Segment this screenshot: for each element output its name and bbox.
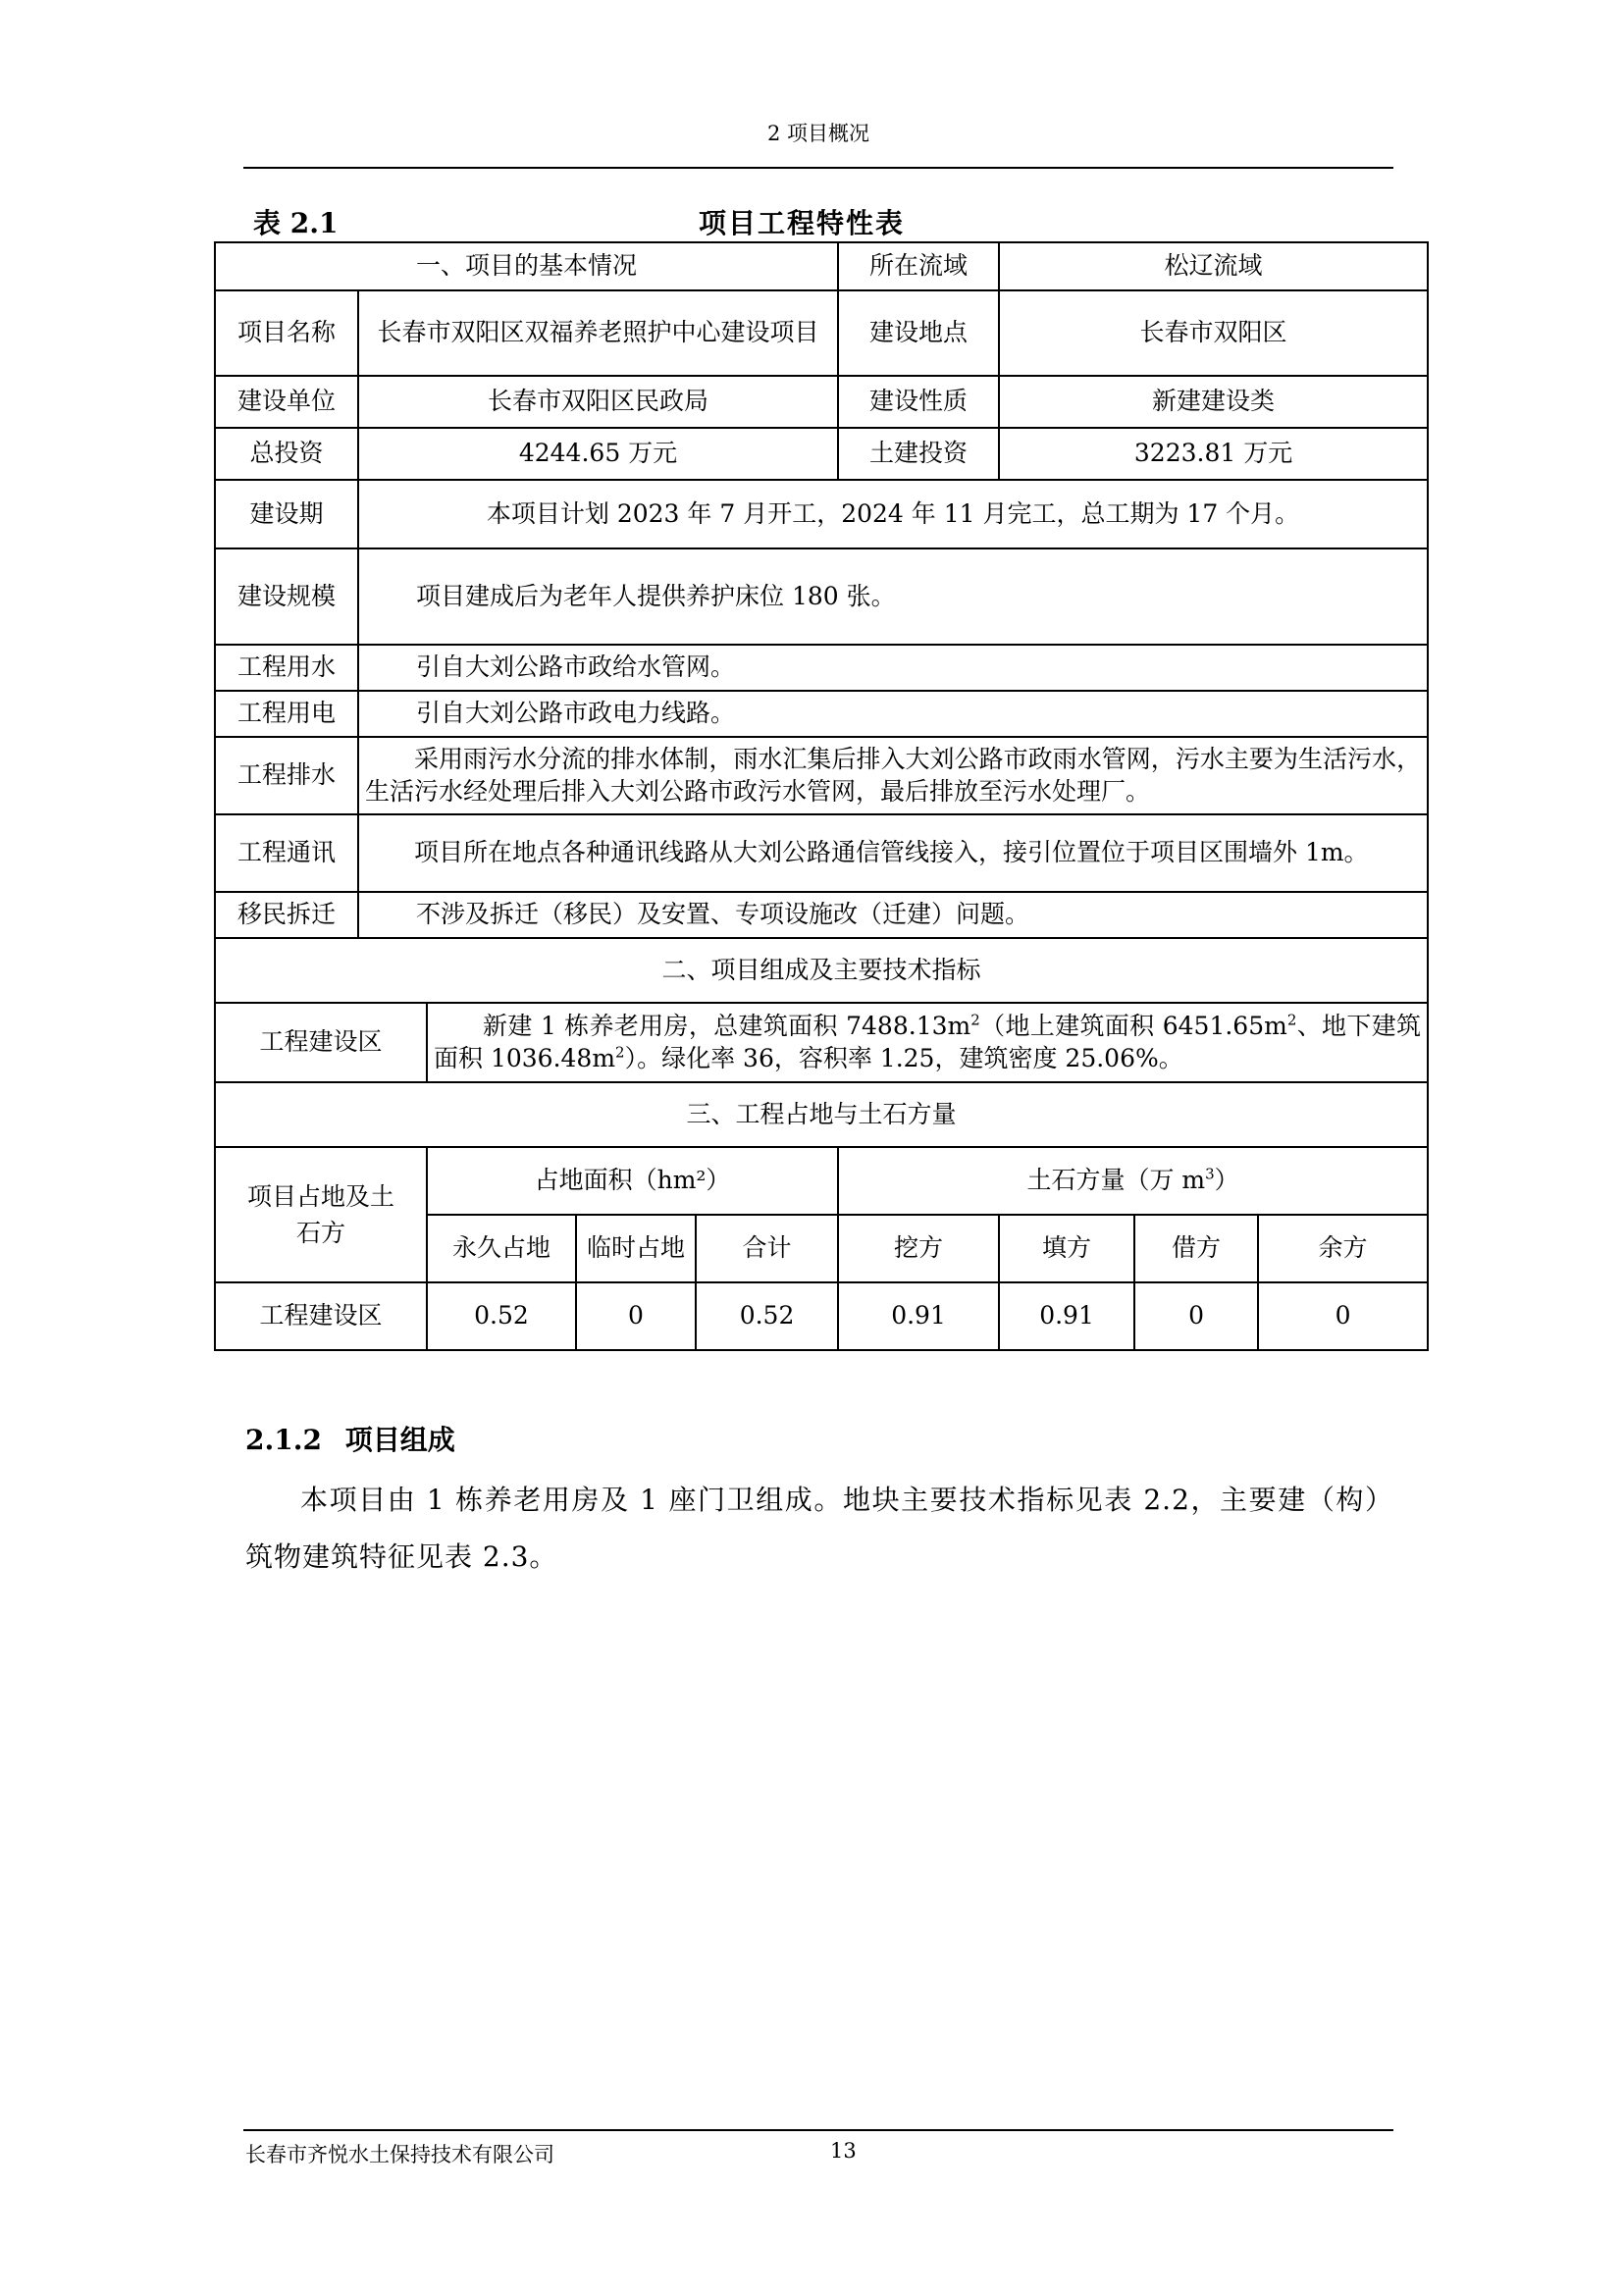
- basin-label: 所在流域: [838, 242, 999, 290]
- period-value: 本项目计划 2023 年 7 月开工，2024 年 11 月完工，总工期为 17 个月。: [358, 480, 1428, 548]
- col-header-surplus: 余方: [1258, 1215, 1428, 1282]
- power-label: 工程用电: [215, 691, 358, 737]
- table-row: [215, 480, 1428, 548]
- col-header-temporary: 临时占地: [576, 1215, 696, 1282]
- scale-value: 项目建成后为老年人提供养护床位 180 张。: [358, 548, 1428, 645]
- table-row: [215, 1147, 1428, 1215]
- footer-rule: [243, 2129, 1393, 2131]
- water-label: 工程用水: [215, 645, 358, 691]
- section-basic-info: 一、项目的基本情况: [215, 242, 838, 290]
- communication-value: 项目所在地点各种通讯线路从大刘公路通信管线接入，接引位置位于项目区围墙外 1m。: [358, 814, 1428, 892]
- basin-value: 松辽流域: [999, 242, 1428, 290]
- land-earthwork-label: 项目占地及土石方: [215, 1147, 427, 1282]
- relocation-label: 移民拆迁: [215, 892, 358, 938]
- relocation-value: 不涉及拆迁（移民）及安置、专项设施改（迁建）问题。: [358, 892, 1428, 938]
- table-title: 项目工程特性表: [699, 207, 906, 239]
- table-row: [215, 376, 1428, 428]
- zone-description: 新建 1 栋养老用房，总建筑面积 $7488.13m^2$（地上建筑面积 $6451.65m^2$、地下建筑面积 $1036.48m^2$）。绿化率 36，容积率 1.25，建筑密度 25.06%。: [427, 1003, 1428, 1082]
- location-label: 建设地点: [838, 290, 999, 376]
- section-number: 2.1.2: [245, 1424, 322, 1456]
- project-characteristics-table: [214, 241, 1429, 1351]
- table-row: [215, 290, 1428, 376]
- value-total: 0.52: [696, 1282, 838, 1350]
- value-surplus: 0: [1258, 1282, 1428, 1350]
- table-row: [215, 814, 1428, 892]
- col-header-permanent: 永久占地: [427, 1215, 576, 1282]
- value-permanent: 0.52: [427, 1282, 576, 1350]
- body-paragraph: 本项目由 1 栋养老用房及 1 座门卫组成。地块主要技术指标见表 2.2，主要建（构）筑物建筑特征见表 2.3。: [245, 1484, 1393, 1573]
- unit-value: 长春市双阳区民政局: [358, 376, 838, 428]
- period-label: 建设期: [215, 480, 358, 548]
- table-row: [215, 938, 1428, 1003]
- earthwork-group-header: 土石方量（万 $m^3$）: [838, 1147, 1428, 1215]
- page-number: 13: [830, 2139, 857, 2163]
- section-land-earthwork: 三、工程占地与土石方量: [215, 1082, 1428, 1147]
- table-row: [215, 892, 1428, 938]
- investment-value: 4244.65 万元: [358, 428, 838, 480]
- section-composition: 二、项目组成及主要技术指标: [215, 938, 1428, 1003]
- table-row: [215, 1282, 1428, 1350]
- value-fill: 0.91: [999, 1282, 1134, 1350]
- col-header-excavation: 挖方: [838, 1215, 999, 1282]
- unit-label: 建设单位: [215, 376, 358, 428]
- table-row: [215, 548, 1428, 645]
- zone-label: 工程建设区: [215, 1003, 427, 1082]
- table-row: [215, 691, 1428, 737]
- section-heading: [245, 1419, 455, 1458]
- value-excavation: 0.91: [838, 1282, 999, 1350]
- footer-company: 长春市齐悦水土保持技术有限公司: [245, 2143, 554, 2166]
- value-temporary: 0: [576, 1282, 696, 1350]
- water-value: 引自大刘公路市政给水管网。: [358, 645, 1428, 691]
- table-row: [215, 645, 1428, 691]
- project-name-label: 项目名称: [215, 290, 358, 376]
- table-caption: [243, 196, 1421, 241]
- civil-investment-label: 土建投资: [838, 428, 999, 480]
- table-row: [215, 1082, 1428, 1147]
- value-borrow: 0: [1134, 1282, 1258, 1350]
- nature-value: 新建建设类: [999, 376, 1428, 428]
- location-value: 长春市双阳区: [999, 290, 1428, 376]
- area-group-header: 占地面积（hm²）: [427, 1147, 838, 1215]
- col-header-total: 合计: [696, 1215, 838, 1282]
- power-value: 引自大刘公路市政电力线路。: [358, 691, 1428, 737]
- row-label: 工程建设区: [215, 1282, 427, 1350]
- section-title: 项目组成: [344, 1424, 455, 1456]
- nature-label: 建设性质: [838, 376, 999, 428]
- table-row: [215, 242, 1428, 290]
- running-header: 2 项目概况: [766, 122, 870, 145]
- drainage-label: 工程排水: [215, 737, 358, 814]
- table-number: 表 2.1: [253, 207, 339, 239]
- civil-investment-value: 3223.81 万元: [999, 428, 1428, 480]
- table-row: [215, 737, 1428, 814]
- investment-label: 总投资: [215, 428, 358, 480]
- col-header-borrow: 借方: [1134, 1215, 1258, 1282]
- scale-label: 建设规模: [215, 548, 358, 645]
- header-rule: [243, 167, 1393, 169]
- drainage-value: 采用雨污水分流的排水体制，雨水汇集后排入大刘公路市政雨水管网，污水主要为生活污水，生活污水经处理后排入大刘公路市政污水管网，最后排放至污水处理厂。: [358, 737, 1428, 814]
- table-row: [215, 428, 1428, 480]
- table-row: [215, 1003, 1428, 1082]
- communication-label: 工程通讯: [215, 814, 358, 892]
- project-name-value: 长春市双阳区双福养老照护中心建设项目: [358, 290, 838, 376]
- col-header-fill: 填方: [999, 1215, 1134, 1282]
